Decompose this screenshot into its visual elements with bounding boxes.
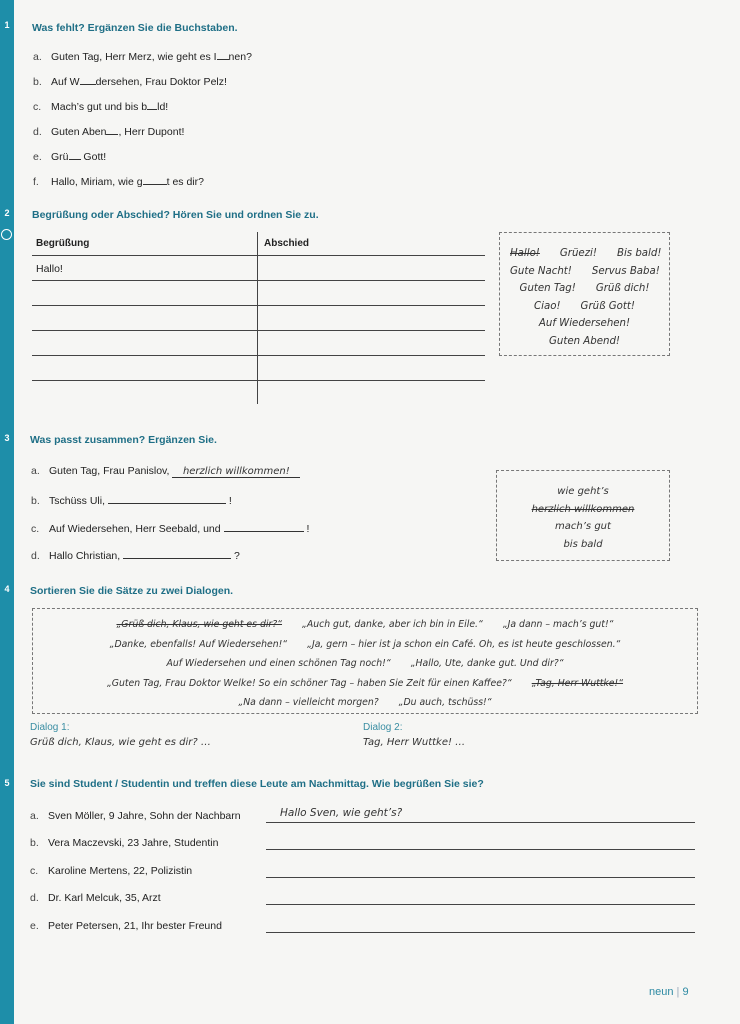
page-footer: neun | 9 <box>649 986 689 998</box>
answer-line[interactable] <box>266 877 695 878</box>
exercise-item: c. Mach’s gut und bis b ld! <box>33 98 168 113</box>
answer-line[interactable] <box>266 904 695 905</box>
exercise-item: f. Hallo, Miriam, wie g t es dir? <box>33 173 204 188</box>
dialog-2-answer[interactable]: Tag, Herr Wuttke! … <box>363 737 466 748</box>
section-color-strip <box>0 0 14 1024</box>
exercise-item: e. Grü Gott! <box>33 148 106 163</box>
section-number: 5 <box>4 778 10 788</box>
section-number: 3 <box>4 433 10 443</box>
audio-cd-icon <box>1 229 12 240</box>
exercise-item: a. Guten Tag, Frau Panislov, herzlich willkommen! <box>31 465 300 478</box>
exercise-item: e. Peter Petersen, 21, Ihr bester Freund <box>30 920 222 932</box>
exercise-title: Was fehlt? Ergänzen Sie die Buchstaben. <box>32 22 238 34</box>
exercise-item: a. Guten Tag, Herr Merz, wie geht es I nen? <box>33 48 252 63</box>
dialog-1-answer[interactable]: Grüß dich, Klaus, wie geht es dir? … <box>30 737 211 748</box>
fill-blank[interactable] <box>143 173 167 185</box>
fill-blank[interactable] <box>106 123 118 135</box>
exercise-title: Was passt zusammen? Ergänzen Sie. <box>30 434 217 446</box>
answer-line[interactable] <box>266 932 695 933</box>
exercise-item: c. Auf Wiedersehen, Herr Seebald, und ! <box>31 520 309 535</box>
table-example-cell: Hallo! <box>36 263 63 275</box>
fill-blank[interactable] <box>147 98 157 110</box>
table-line <box>32 255 485 256</box>
section-number: 1 <box>4 20 10 30</box>
answer-text: Hallo Sven, wie geht’s? <box>280 807 403 819</box>
fill-blank[interactable] <box>69 148 81 160</box>
exercise-item: b. Vera Maczevski, 23 Jahre, Studentin <box>30 837 219 849</box>
answer-field[interactable] <box>108 492 226 504</box>
answer-field[interactable] <box>123 547 231 559</box>
table-divider <box>257 232 258 404</box>
sentence-box: „Grüß dich, Klaus, wie geht es dir?“ „Auch gut, danke, aber ich bin in Eile.“ „Ja dann – mach’s gut!“ „Danke, ebenfalls! Auf Wiedersehen!“ „Ja, gern – hier ist ja schon ein Café. Oh, es ist heute geschlossen.“ Auf Wiedersehen und einen schönen Tag noch!“ „Hallo, Ute, danke gut. Und dir?“ „Guten Tag, Frau Doktor Welke! So ein schöner Tag – haben Sie Zeit für einen Kaffee?“ „Tag, Herr Wuttke!“ „Na dann – vielleicht morgen? „Du auch, tschüss!“ <box>32 608 698 714</box>
exercise-title: Sie sind Student / Studentin und treffen diese Leute am Nachmittag. Wie begrüßen Sie sie? <box>30 778 484 790</box>
table-line <box>32 305 485 306</box>
exercise-item: b. Tschüss Uli, ! <box>31 492 232 507</box>
word-box: Hallo! Grüezi! Bis bald! Gute Nacht! Servus Baba! Guten Tag! Grüß dich! Ciao! Grüß Gott! Auf Wiedersehen! Guten Abend! <box>499 232 670 356</box>
table-line <box>32 330 485 331</box>
exercise-item: b. Auf W dersehen, Frau Doktor Pelz! <box>33 73 227 88</box>
table-header-begruessung: Begrüßung <box>36 238 90 249</box>
answer-field[interactable] <box>224 520 304 532</box>
table-line <box>32 280 485 281</box>
exercise-title: Sortieren Sie die Sätze zu zwei Dialogen. <box>30 585 234 597</box>
section-number: 2 <box>4 208 10 218</box>
section-number: 4 <box>4 584 10 594</box>
answer-field[interactable]: herzlich willkommen! <box>172 466 300 478</box>
exercise-title: Begrüßung oder Abschied? Hören Sie und ordnen Sie zu. <box>32 209 319 221</box>
exercise-item: a. Sven Möller, 9 Jahre, Sohn der Nachbarn <box>30 810 241 822</box>
dialog-1-label: Dialog 1: <box>30 722 70 733</box>
table-line <box>32 355 485 356</box>
exercise-item: c. Karoline Mertens, 22, Polizistin <box>30 865 193 877</box>
table-line <box>32 380 485 381</box>
exercise-item: d. Hallo Christian, ? <box>31 547 240 562</box>
answer-line[interactable] <box>266 849 695 850</box>
exercise-item: d. Guten Aben , Herr Dupont! <box>33 123 184 138</box>
table-header-abschied: Abschied <box>264 238 310 249</box>
fill-blank[interactable] <box>217 48 229 60</box>
dialog-2-label: Dialog 2: <box>363 722 403 733</box>
exercise-item: d. Dr. Karl Melcuk, 35, Arzt <box>30 892 161 904</box>
answer-line[interactable] <box>266 822 695 823</box>
word-box: wie geht’s herzlich willkommen mach’s gut bis bald <box>496 470 670 561</box>
fill-blank[interactable] <box>80 73 96 85</box>
